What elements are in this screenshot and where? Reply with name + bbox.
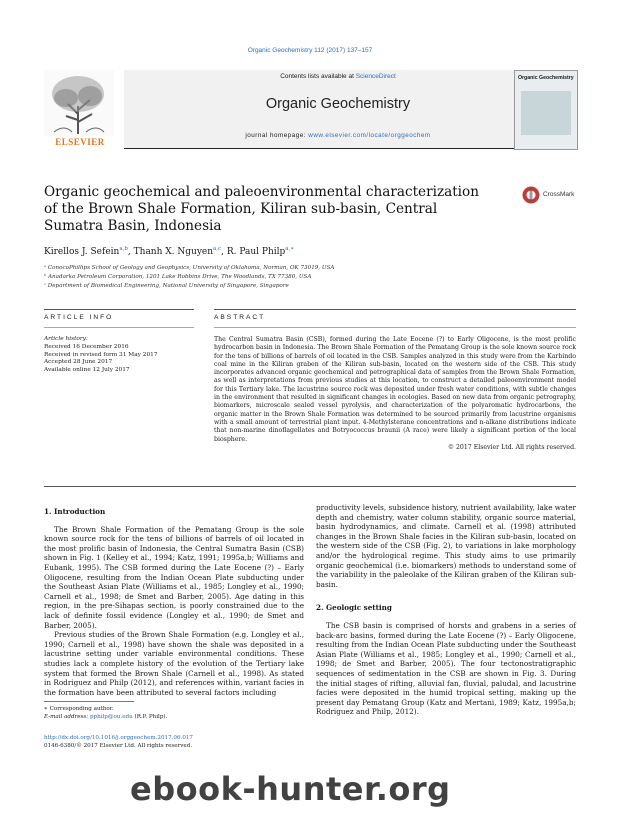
author-2[interactable]: Thanh X. Nguyen [133,247,214,257]
journal-header [44,70,576,158]
corresponding-note: ∗ Corresponding author. [44,706,114,712]
issn-line: 0146-6380/© 2017 Elsevier Ltd. All rights reserved. [44,743,193,749]
crossmark-badge[interactable] [522,186,582,206]
left-column [44,507,304,697]
watermark-text: ebook-hunter.org [130,770,451,808]
affiliation-a: ᵃ ConocoPhillips School of Geology and Geophysics, University of Oklahoma, Norman, OK 73019, USA [44,265,335,271]
homepage-prefix: journal homepage: [245,132,309,139]
doi-block [44,734,193,750]
article-info-heading: ARTICLE INFO [44,314,114,321]
author-2-affil[interactable]: a,c [213,246,222,252]
divider [44,309,194,310]
email-suffix: (R.P. Philp). [132,714,168,720]
email-label: E-mail address: [44,714,90,720]
abstract-text: The Central Sumatra Basin (CSB), formed during the Late Eocene (?) to Early Oligocene, is the most prolific hydrocarbon basin in Indonesia. The Brown Shale Formation of the Pematang Group is the sole known source rock for the tens of billions of barrels of oil located in the CSB. Samples analyzed in this study were from the Karbindo coal mine in the Kiliran graben of the Kiliran sub-basin, located on the western side of the CSB. This study incorporates advanced organic geochemical and petrographical data of samples from the Brown Shale Formation, as well as interpretations from previous studies at this location, to construct a detailed paleoenvironment model for this Tertiary lake. The lacustrine source rock was deposited under fresh water conditions, with subtle changes in the environment that resulted in significant changes in ecologies. Based on new data from organic petrography, biomarkers, microscale sealed vessel pyrolysis, and characterization of the polyaromatic hydrocarbons, the organic matter in the Brown Shale Formation was determined to be sourced primarily from lacustrine organisms with a small amount of terrestrial plant input. 4-Methylsterane concentrations and n-alkane distributions indicate that non-marine dinoflagellates and Botryococcus braunii (A race) were likely a significant portion of the local biosphere. [214,336,576,443]
contents-line [124,73,552,80]
article-history [44,336,194,375]
crossmark-icon [522,186,540,204]
author-1[interactable]: Kirellos J. Sefein [44,247,120,257]
crossmark-label: CrossMark [543,191,575,198]
affiliations [44,264,334,291]
geologic-heading: 2. Geologic setting [316,603,392,613]
intro-heading: 1. Introduction [44,507,106,516]
doi-link[interactable]: http://dx.doi.org/10.1016/j.orggeochem.2017.06.017 [44,735,193,741]
abstract-heading: ABSTRACT [214,314,266,321]
author-3[interactable]: R. Paul Philp [226,247,286,257]
author-3-affil[interactable]: a,∗ [285,246,295,252]
article-title: Organic geochemical and paleoenvironmental characterization of the Brown Shale Formation, Kiliran sub-basin, Central Sumatra Basin, Indonesia [44,184,479,234]
cover-art [521,91,571,135]
author-email-link[interactable]: pphilp@ou.edu [89,714,133,720]
divider [214,327,576,328]
intro-paragraph-1: The Brown Shale Formation of the Pematang Group is the sole known source rock for the tens of billions of barrels of oil located in the most prolific basin of Indonesia, the Central Sumatra Basin (CSB) shown in Fig. 1 (Kelley et al., 1994; Katz, 1991; 1995a,b; Williams and Eubank, 1995). The CSB formed during the Late Eocene (?) – Early Oligocene, resulting from the Indian Ocean Plate subducting under the Southeast Asian Plate (Williams et al., 1985; Longley et al., 1990; Carnell et al., 1998; de Smet and Barber, 2005). Age dating in this region, in the pre-Sihapas section, is poorly constrained due to the lack of definite fossil evidence (Longley et al., 1990; de Smet and Barber, 2005). [44,524,304,630]
history-revised: Received in revised form 31 May 2017 [44,351,158,358]
author-1-affil[interactable]: a,b [119,246,128,252]
intro-paragraph-3: productivity levels, subsidence history, nutrient availability, lake water depth and chemistry, water column stability, organic source material, basin hydrodynamics, and climate. Carnell et al. (1998) attributed changes in the Brown Shale facies in the Kiliran sub-basin, located on the western side of the CSB (Fig. 2), to variations in lake morphology and/or the hydrological regime. This study aims to use primarily organic geochemical (i.e. biomarkers) methods to understand some of the variability in the paleolake of the Kiliran graben of the Kiliran sub-basin. [316,503,576,589]
geologic-paragraph-1: The CSB basin is comprised of horsts and grabens in a series of back-arc basins, formed during the Late Eocene (?) – Early Oligocene, resulting from the Indian Ocean Plate subducting under the Southeast Asian Plate (Williams et al., 1985; Longley et al., 1990; Carnell et al., 1998; de Smet and Barber, 2005). The four tectonostratigraphic sequences of sedimentation in the CSB are shown in Fig. 3. During the initial stages of rifting, alluvial fan, fluvial, paludal, and lacustrine facies were deposited in the humid tropical setting, making up the present day Pematang Group (Katz and Mertani, 1989; Katz, 1995a,b; Rodriguez and Philp, 2012). [316,620,576,717]
history-label: Article history: [44,336,88,342]
journal-homepage [124,132,552,139]
sciencedirect-link[interactable]: ScienceDirect [355,73,396,80]
affiliation-b: ᵇ Anadarko Petroleum Corporation, 1201 Lake Robbins Drive, The Woodlands, TX 77380, USA [44,274,312,280]
author-list: Kirellos J. Sefein$^{a,b}$, Thanh X. Nguyen$^{a,c}$, R. Paul Philp$^{a,∗}$ [44,246,295,257]
affiliation-c: ᶜ Department of Biomedical Engineering, National University of Singapore, Singapore [44,283,289,289]
cover-title: Organic Geochemistry [518,75,574,81]
abstract-copyright: © 2017 Elsevier Ltd. All rights reserved. [447,443,576,451]
elsevier-wordmark: ELSEVIER [55,137,105,147]
journal-cover-thumbnail[interactable] [514,70,578,150]
history-accepted: Accepted 28 June 2017 [44,359,113,366]
footnote-rule [44,701,134,702]
divider [214,309,576,310]
homepage-link[interactable]: www.elsevier.com/locate/orggeochem [308,132,431,139]
right-column [316,503,576,717]
intro-paragraph-2: Previous studies of the Brown Shale Formation (e.g. Longley et al., 1990; Carnell et al., 1998) have shown the shale was deposited in a lacustrine setting under variable environmental conditions. These studies lack a complete history of the evolution of the Tertiary lake system that formed the Brown Shale (Carnell et al., 1998). As stated in Rodriguez and Philp (2012), and references within, variant facies in the formation have been attributed to several factors including [44,630,304,697]
divider [44,486,576,487]
abstract-body [214,336,576,452]
journal-citation[interactable]: Organic Geochemistry 112 (2017) 137–157 [247,47,373,54]
footnote [44,705,167,721]
history-online: Available online 12 July 2017 [44,367,130,374]
journal-banner [124,70,552,149]
contents-prefix: Contents lists available at [280,73,356,80]
history-received: Received 16 December 2016 [44,343,129,350]
journal-name: Organic Geochemistry [265,96,411,112]
divider [44,327,194,328]
